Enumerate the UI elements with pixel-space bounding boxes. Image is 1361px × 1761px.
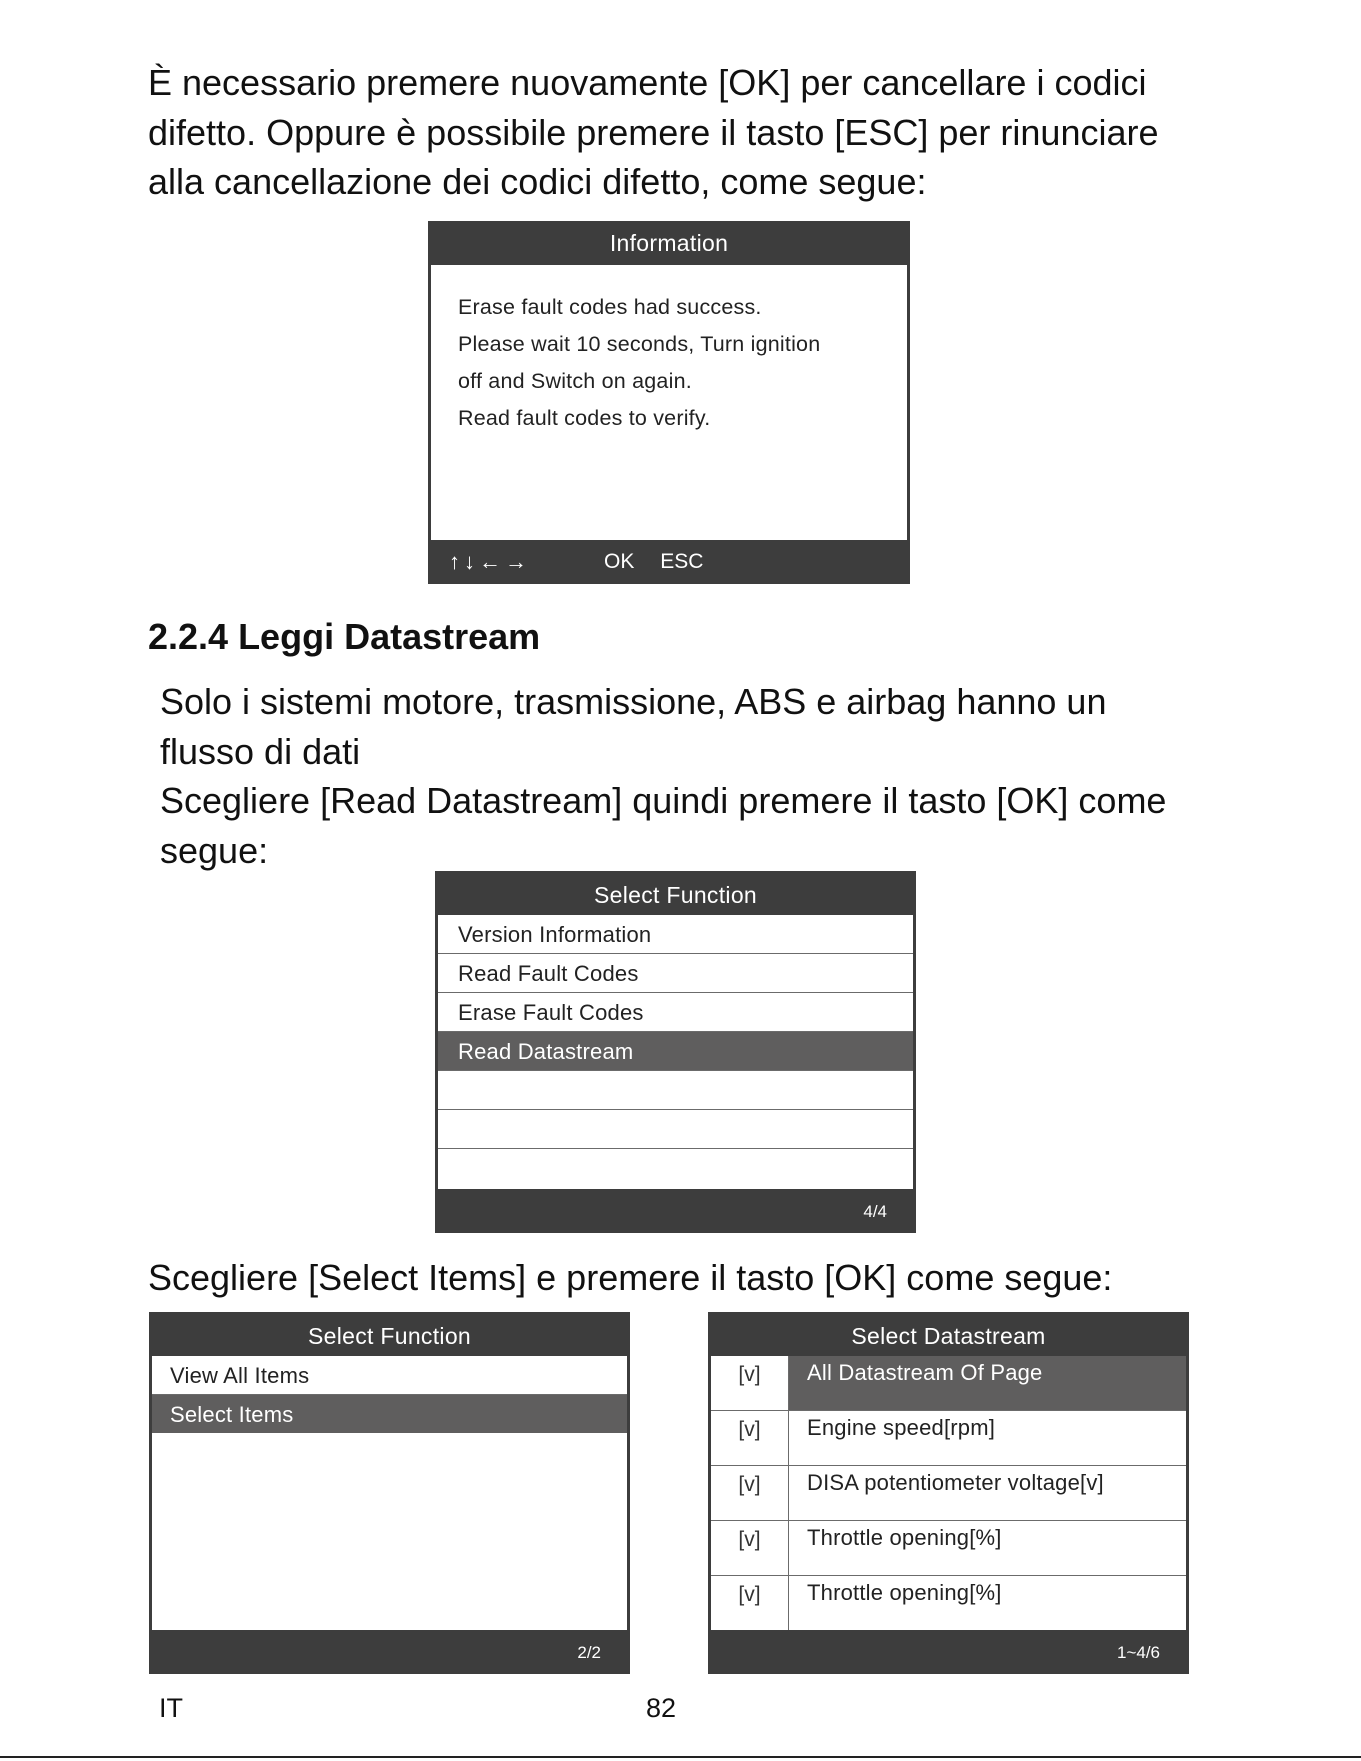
datastream-list xyxy=(711,1356,1186,1630)
screen-title: Select Datastream xyxy=(851,1323,1046,1349)
function-list xyxy=(152,1356,627,1630)
screen-footer xyxy=(431,540,907,584)
datastream-label: All Datastream Of Page xyxy=(789,1356,1186,1410)
arrow-keys xyxy=(449,540,527,584)
message-line: Read fault codes to verify. xyxy=(458,406,711,430)
message-line: Please wait 10 seconds, Turn ignition xyxy=(458,332,821,356)
screen-title: Select Function xyxy=(307,1323,472,1349)
screen-footer xyxy=(152,1630,627,1673)
section-line: Scegliere [Read Datastream] quindi premere il tasto [OK] come xyxy=(160,780,1167,821)
datastream-row[interactable] xyxy=(711,1465,1186,1520)
datastream-label: DISA potentiometer voltage[v] xyxy=(807,1470,1104,1495)
page-indicator: 4/4 xyxy=(863,1202,887,1221)
datastream-row[interactable] xyxy=(711,1356,1186,1410)
datastream-row[interactable] xyxy=(711,1520,1186,1575)
menu-item-erase-fault-codes[interactable]: Erase Fault Codes xyxy=(438,992,913,1031)
menu-item-read-datastream[interactable]: Read Datastream xyxy=(438,1031,913,1070)
checkbox[interactable]: [v] xyxy=(711,1576,789,1630)
screen-footer xyxy=(438,1189,913,1232)
screen-footer xyxy=(711,1630,1186,1673)
page-indicator: 2/2 xyxy=(577,1643,601,1662)
section-line: flusso di dati xyxy=(160,730,361,772)
message-line: Erase fault codes had success. xyxy=(458,295,762,319)
ok-key-label: OK xyxy=(604,550,635,573)
select-items-line: Scegliere [Select Items] e premere il tasto [OK] come segue: xyxy=(148,1257,1113,1298)
screen-body xyxy=(431,265,907,540)
arrow-down-icon: ↓ xyxy=(464,549,475,574)
esc-key-label: ESC xyxy=(660,550,704,573)
select-function-screen xyxy=(435,871,916,1233)
menu-item-select-items[interactable]: Select Items xyxy=(152,1394,627,1433)
select-items-paragraph xyxy=(148,1253,1248,1303)
intro-line: difetto. Oppure è possibile premere il tasto [ESC] per rinunciare xyxy=(148,111,1159,153)
screen-title: Select Function xyxy=(593,882,758,908)
arrow-left-icon: ← xyxy=(479,549,501,574)
checkbox[interactable]: [v] xyxy=(711,1521,789,1575)
datastream-label: Throttle opening[%] xyxy=(807,1525,1002,1550)
datastream-row[interactable] xyxy=(711,1575,1186,1630)
select-function-screen-2 xyxy=(149,1312,630,1674)
intro-paragraph xyxy=(148,58,1228,207)
section-paragraph xyxy=(160,677,1240,875)
key-labels xyxy=(604,540,723,584)
page-number: 82 xyxy=(646,1693,677,1723)
section-line: Solo i sistemi motore, trasmissione, ABS e airbag hanno un xyxy=(160,681,1107,722)
arrow-right-icon: → xyxy=(505,549,527,574)
menu-item-view-all-items[interactable]: View All Items xyxy=(170,1363,310,1388)
arrow-up-icon: ↑ xyxy=(449,549,460,574)
section-heading: 2.2.4 Leggi Datastream xyxy=(148,616,541,657)
menu-item-empty xyxy=(438,1109,913,1148)
section-line: segue: xyxy=(160,829,269,871)
datastream-label: Engine speed[rpm] xyxy=(807,1415,996,1440)
datastream-row[interactable] xyxy=(711,1410,1186,1465)
menu-item-version-information[interactable]: Version Information xyxy=(458,922,652,947)
menu-item-empty xyxy=(438,1148,913,1187)
function-list xyxy=(438,915,913,1189)
datastream-label: Throttle opening[%] xyxy=(807,1580,1002,1605)
language-code: IT xyxy=(159,1693,183,1723)
message-line: off and Switch on again. xyxy=(458,369,692,393)
menu-item-read-fault-codes[interactable]: Read Fault Codes xyxy=(438,953,913,992)
screen-title: Information xyxy=(609,230,729,256)
page-divider xyxy=(0,1756,1361,1758)
page-indicator: 1~4/6 xyxy=(1116,1643,1160,1662)
checkbox[interactable]: [v] xyxy=(711,1466,789,1520)
menu-item-empty xyxy=(438,1070,913,1109)
intro-line: alla cancellazione dei codici difetto, come segue: xyxy=(148,161,927,202)
checkbox[interactable]: [v] xyxy=(711,1411,789,1465)
information-screen xyxy=(428,221,910,584)
checkbox[interactable]: [v] xyxy=(711,1356,789,1410)
select-datastream-screen xyxy=(708,1312,1189,1674)
intro-line: È necessario premere nuovamente [OK] per cancellare i codici xyxy=(148,62,1147,103)
